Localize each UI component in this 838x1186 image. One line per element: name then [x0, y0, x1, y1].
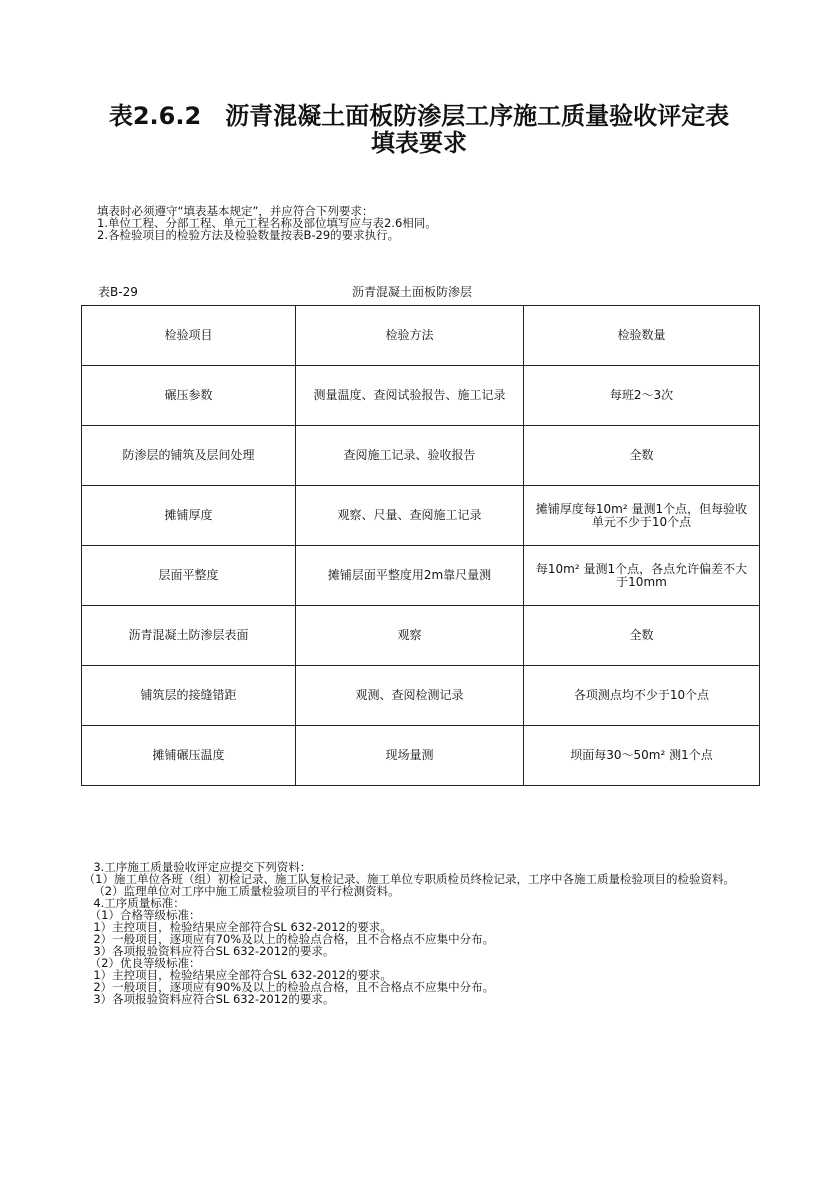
requirement-line: 3）各项报验资料应符合SL 632-2012的要求。 — [86, 944, 335, 958]
cell: 摊铺碾压温度 — [82, 726, 296, 786]
cell: 每班2～3次 — [524, 366, 760, 426]
cell: 每10m² 量测1个点，各点允许偏差不大于10mm — [524, 546, 760, 606]
header-cell: 检验数量 — [524, 306, 760, 366]
cell: 观测、查阅检测记录 — [296, 666, 524, 726]
cell: 查阅施工记录、验收报告 — [296, 426, 524, 486]
page-title: 表2.6.2 沥青混凝土面板防渗层工序施工质量验收评定表 — [108, 102, 730, 130]
cell: 观察、尺量、查阅施工记录 — [296, 486, 524, 546]
table-row — [82, 486, 760, 546]
intro-line: 2.各检验项目的检验方法及检验数量按表B-29的要求执行。 — [97, 228, 400, 242]
requirement-line: （2）优良等级标准： — [86, 956, 201, 970]
cell: 现场量测 — [296, 726, 524, 786]
requirement-line: 1）主控项目，检验结果应全部符合SL 632-2012的要求。 — [86, 968, 392, 982]
cell: 碾压参数 — [82, 366, 296, 426]
cell: 防渗层的铺筑及层间处理 — [82, 426, 296, 486]
cell: 摊铺厚度 — [82, 486, 296, 546]
table-row — [82, 426, 760, 486]
cell: 摊铺层面平整度用2m靠尺量测 — [296, 546, 524, 606]
table-caption: 沥青混凝土面板防渗层 — [352, 285, 473, 299]
table-row — [82, 606, 760, 666]
cell: 铺筑层的接缝错距 — [82, 666, 296, 726]
requirement-line: 1）主控项目，检验结果应全部符合SL 632-2012的要求。 — [86, 920, 392, 934]
table-row — [82, 726, 760, 786]
header-cell: 检验项目 — [82, 306, 296, 366]
cell: 层面平整度 — [82, 546, 296, 606]
intro-notes — [97, 205, 437, 241]
table-row — [82, 546, 760, 606]
cell: 摊铺厚度每10m² 量测1个点，但每验收单元不少于10个点 — [524, 486, 760, 546]
requirement-line: （1）合格等级标准： — [86, 908, 201, 922]
requirement-line: （2）监理单位对工序中施工质量检验项目的平行检测资料。 — [86, 884, 400, 898]
header-cell: 检验方法 — [296, 306, 524, 366]
requirement-line: 3）各项报验资料应符合SL 632-2012的要求。 — [86, 992, 335, 1006]
cell: 全数 — [524, 426, 760, 486]
requirement-line: 2）一般项目，逐项应有90%及以上的检验点合格，且不合格点不应集中分布。 — [86, 980, 495, 994]
cell: 坝面每30～50m² 测1个点 — [524, 726, 760, 786]
inspection-table — [81, 305, 760, 786]
requirement-line: 4.工序质量标准： — [86, 896, 185, 910]
cell: 各项测点均不少于10个点 — [524, 666, 760, 726]
requirements — [80, 860, 756, 1006]
cell: 沥青混凝土防渗层表面 — [82, 606, 296, 666]
page-subtitle: 填表要求 — [371, 129, 467, 157]
requirement-line: 3.工序施工质量验收评定应提交下列资料： — [86, 860, 312, 874]
requirement-line: （1）施工单位各班（组）初检记录、施工队复检记录、施工单位专职质检员终检记录，工序中各施工质量检验项目的检验资料。 — [80, 872, 735, 886]
table-ref: 表B-29 — [98, 285, 138, 299]
requirement-line: 2）一般项目，逐项应有70%及以上的检验点合格，且不合格点不应集中分布。 — [86, 932, 495, 946]
table-header-row — [82, 306, 760, 366]
cell: 观察 — [296, 606, 524, 666]
intro-line: 1.单位工程、分部工程、单元工程名称及部位填写应与表2.6相同。 — [97, 216, 437, 230]
table-row — [82, 366, 760, 426]
table-row — [82, 666, 760, 726]
cell: 全数 — [524, 606, 760, 666]
intro-line: 填表时必须遵守“填表基本规定”，并应符合下列要求： — [97, 204, 374, 218]
cell: 测量温度、查阅试验报告、施工记录 — [296, 366, 524, 426]
